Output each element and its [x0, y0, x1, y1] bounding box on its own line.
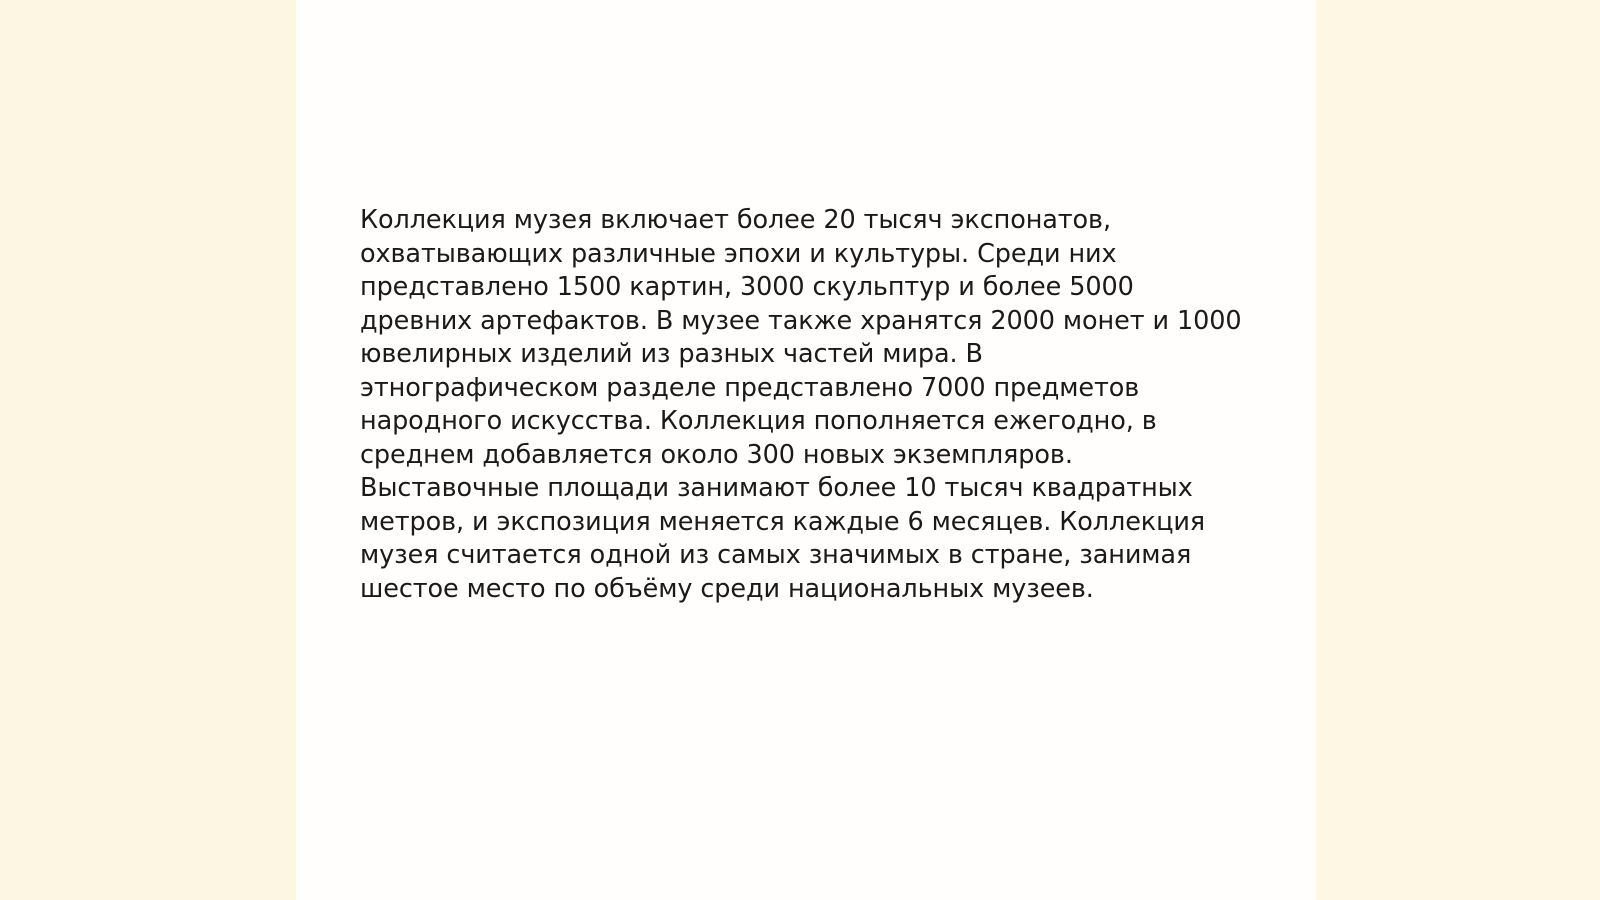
paragraph-line: метров, и экспозиция меняется каждые 6 месяцев. Коллекция [360, 506, 1206, 537]
paragraph-line: Выставочные площади занимают более 10 тысяч квадратных [360, 473, 1193, 503]
paragraph-line: представлено 1500 картин, 3000 скульптур и более 5000 [360, 272, 1134, 302]
paragraph-line: шестое место по объёму среди национальных музеев. [360, 573, 1094, 604]
body-paragraph [360, 204, 1240, 606]
paragraph-line: среднем добавляется около 300 новых экземпляров. [360, 439, 1073, 470]
paragraph-line: ювелирных изделий из разных частей мира. В [360, 339, 983, 369]
paragraph-line: Коллекция музея включает более 20 тысяч экспонатов, [360, 205, 1111, 235]
paragraph-line: музея считается одной из самых значимых в стране, занимая [360, 540, 1192, 570]
paragraph-line: древних артефактов. В музее также хранятся 2000 монет и 1000 [360, 305, 1242, 336]
left-margin [0, 0, 296, 900]
paragraph-line: этнографическом разделе представлено 7000 предметов [360, 372, 1140, 403]
paragraph-line: охватывающих различные эпохи и культуры. Среди них [360, 238, 1117, 269]
paragraph-line: народного искусства. Коллекция пополняется ежегодно, в [360, 406, 1157, 436]
right-margin [1316, 0, 1600, 900]
